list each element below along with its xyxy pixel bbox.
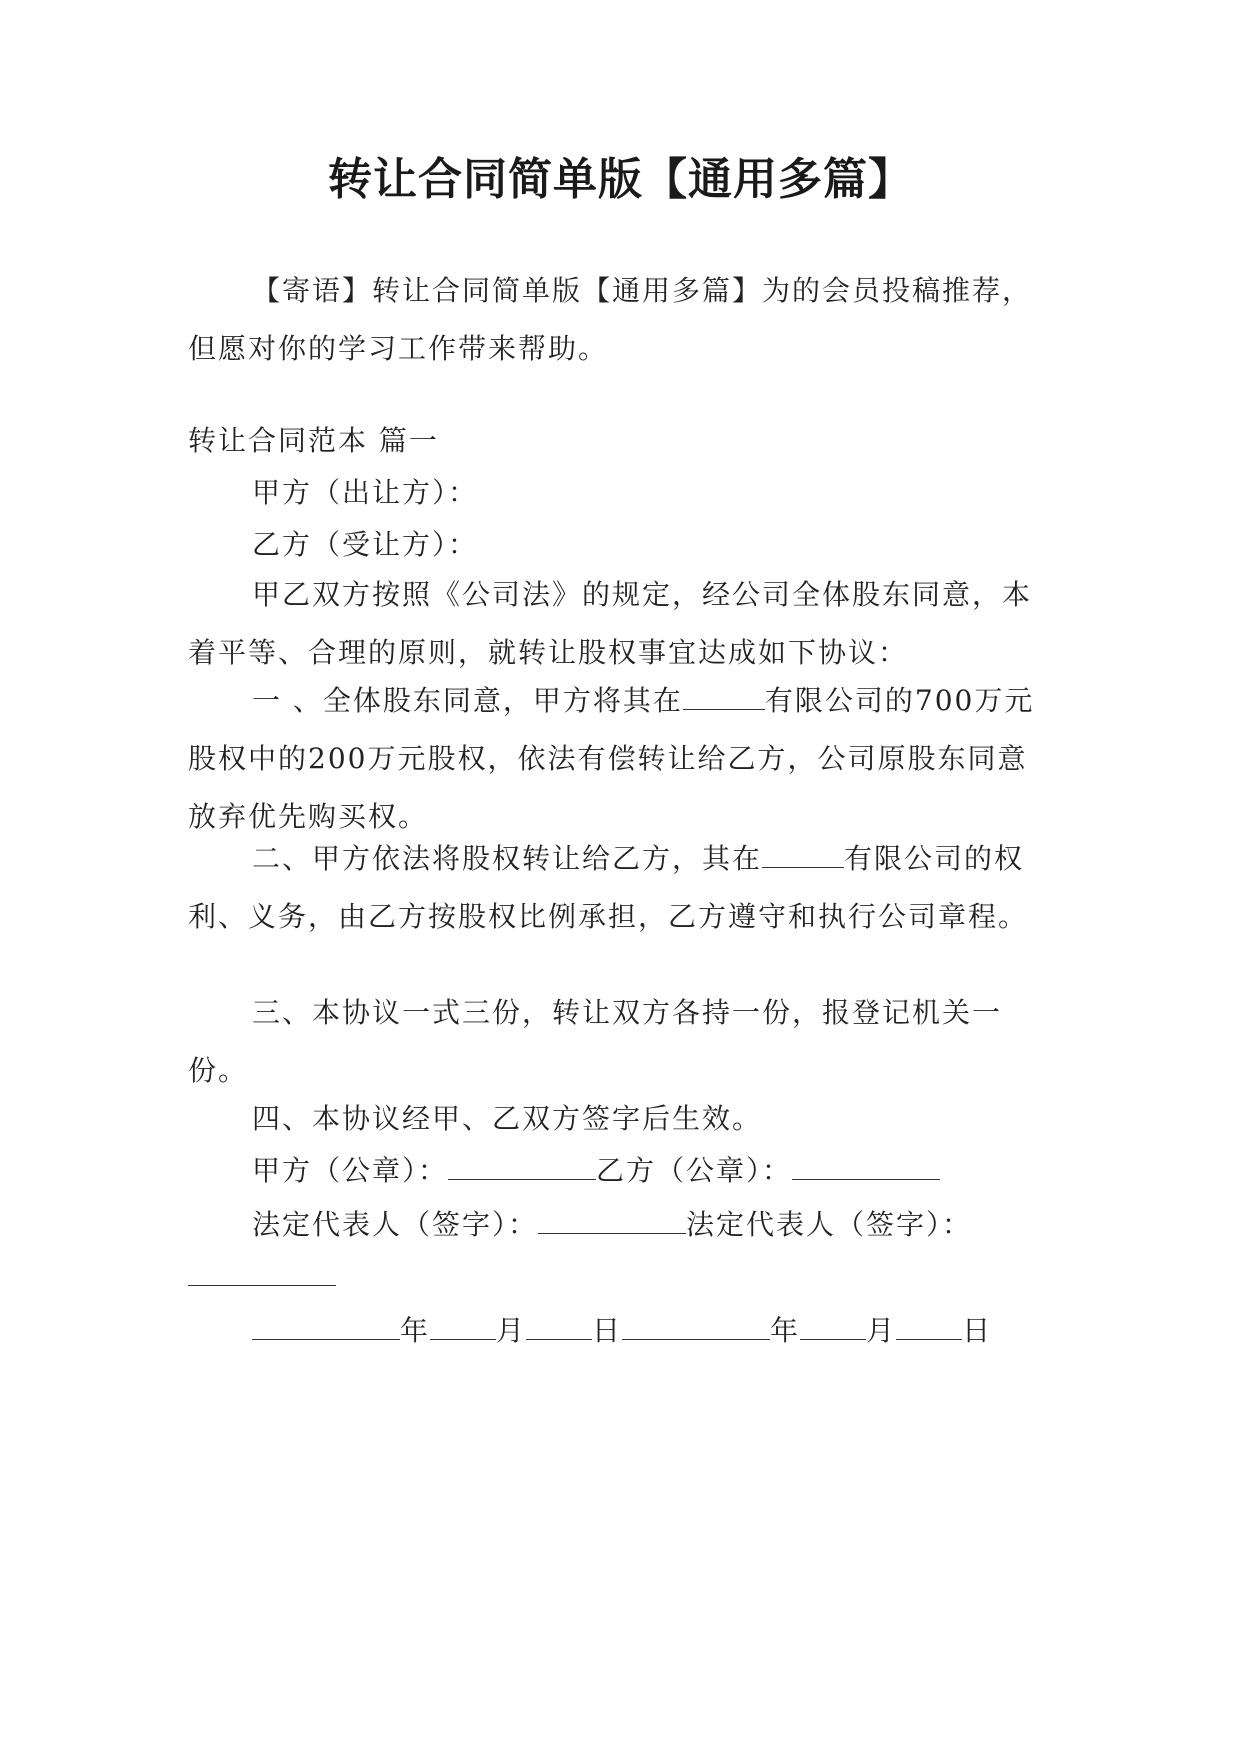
preamble-paragraph: 甲乙双方按照《公司法》的规定，经公司全体股东同意，本着平等、合理的原则，就转让股权事宜达成如下协议： — [188, 578, 1033, 669]
date-b-year-blank — [622, 1309, 770, 1340]
representative-line — [188, 1196, 1054, 1254]
date-b-day: 日 — [962, 1314, 993, 1347]
rep-a-blank — [538, 1203, 686, 1234]
representative-b-blank-line — [188, 1248, 1054, 1306]
document-title: 转让合同简单版【通用多篇】 — [328, 154, 913, 205]
rep-b-label: 法定代表人（签字）： — [686, 1208, 973, 1241]
date-line — [188, 1302, 1054, 1360]
intro-paragraph: 【寄语】转让合同简单版【通用多篇】为的会员投稿推荐，但愿对你的学习工作带来帮助。 — [188, 274, 1033, 365]
clause-2-suffix: 有限公司的权利、义务，由乙方按股权比例承担，乙方遵守和执行公司章程。 — [188, 842, 1029, 933]
seal-a-blank — [448, 1149, 596, 1180]
date-b-month-blank — [800, 1309, 866, 1340]
party-a-line: 甲方（出让方）： — [252, 476, 479, 509]
date-b-month: 月 — [866, 1314, 897, 1347]
date-b-year: 年 — [770, 1314, 801, 1347]
seal-b-label: 乙方（公章）： — [596, 1154, 793, 1187]
party-b-line: 乙方（受让方）： — [252, 528, 479, 561]
date-b-day-blank — [896, 1309, 962, 1340]
clause-1-suffix: 有限公司的700万元股权中的200万元股权，依法有偿转让给乙方，公司原股东同意放弃优先购买权。 — [188, 684, 1035, 833]
seal-a-label: 甲方（公章）： — [252, 1154, 449, 1187]
date-a-year-blank — [252, 1309, 400, 1340]
section-heading: 转让合同范本 篇一 — [188, 424, 439, 457]
clause-1-prefix: 一 、全体股东同意，甲方将其在 — [252, 684, 683, 717]
date-a-month: 月 — [496, 1314, 527, 1347]
seal-b-blank — [792, 1149, 940, 1180]
rep-a-label: 法定代表人（签字）： — [252, 1208, 539, 1241]
company-name-blank — [683, 679, 765, 710]
clause-1-paragraph — [188, 672, 1054, 846]
seal-line — [188, 1142, 1054, 1200]
date-a-day: 日 — [592, 1314, 623, 1347]
company-name-blank — [762, 837, 844, 868]
clause-2-paragraph — [188, 830, 1054, 946]
date-a-month-blank — [430, 1309, 496, 1340]
rep-b-blank — [188, 1255, 336, 1286]
clause-3-paragraph: 三、本协议一式三份，转让双方各持一份，报登记机关一份。 — [188, 996, 1003, 1087]
date-a-year: 年 — [400, 1314, 431, 1347]
date-a-day-blank — [526, 1309, 592, 1340]
clause-2-prefix: 二、甲方依法将股权转让给乙方，其在 — [252, 842, 763, 875]
clause-4-paragraph: 四、本协议经甲、乙双方签字后生效。 — [252, 1102, 763, 1135]
